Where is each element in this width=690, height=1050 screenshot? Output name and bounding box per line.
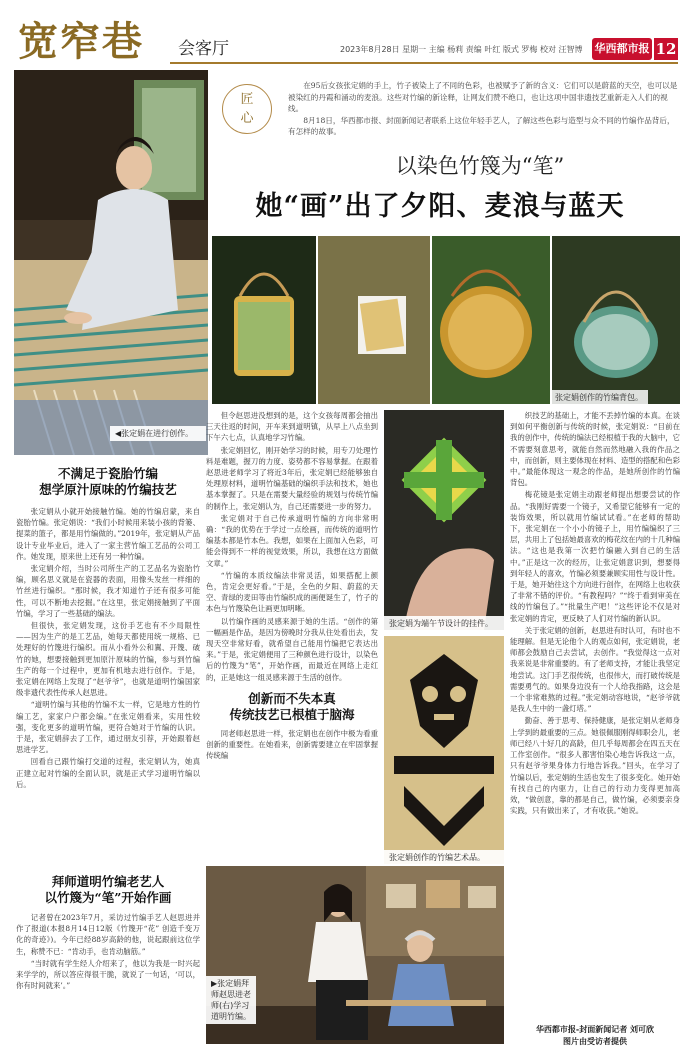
seal-char-2: 心 xyxy=(240,111,254,126)
bags-photo-strip xyxy=(212,236,680,404)
col2-para: 以竹编作画的灵感来源于她的生活。“创作的第一幅画是作品，是因为傍晚时分我从住处看出去，发现天空非常好看，就希望自己能用竹编把它表达出来。”于是，张定娟便用了三种颜色进行设计，以染色后的竹篾为“笔”，开始作画，而最近在网络上走红的，正是她这一组灵感来源于生活的创作。 xyxy=(206,616,378,682)
column-title: 会客厅 xyxy=(178,39,229,59)
col2-para: 张定娟对于自己传承道明竹编的方向非常明确：“我的优势在于学过一点绘画，而传统的道明竹编基本都是竹本色。我想，如果在上面加入色彩，可能会得到不一样的视觉效果，所以，我想在这方面做文章。” xyxy=(206,513,378,568)
col1-body-1 xyxy=(16,506,200,790)
pendant-photo xyxy=(384,410,504,630)
bamboo-bags-image xyxy=(212,236,680,404)
col2-para: 但令赵思进没想到的是，这个女孩每周都会抽出三天往返的时间，开车来到道明镇，从早上八点坐到下午六七点，认真地学习竹编。 xyxy=(206,411,378,443)
artwork-image xyxy=(384,636,504,864)
header-rule xyxy=(170,62,678,64)
intro-text: 在95后女孩张定娟的手上，竹子被染上了不同的色彩，也被赋予了新的含义：它们可以是蔚蓝的天空，也可以是被染红的丹霞和涌动的麦浪。这些对竹编的新诠释，让网友们赞不绝口，也让这项中国非遗技艺重新走入人们的视线。 xyxy=(288,81,678,114)
col1-para: “当时就有学生经人介绍来了，他以为我是一时兴起来学学的，所以答应得很干脆，就说了一句话，‘可以，你有时间就来’。” xyxy=(16,958,200,991)
newspaper-logo: 华西都市报 xyxy=(592,38,652,60)
teacher-caption: ▶张定娟拜师赵思进老师(右)学习道明竹编。 xyxy=(206,976,256,1024)
column-1b xyxy=(16,874,200,992)
intro-text-2: 8月18日，华西都市报、封面新闻记者联系上这位年轻手艺人，了解这些色彩与造型与众不同的竹编作品背后，有怎样的故事。 xyxy=(288,115,675,137)
col2-body-2 xyxy=(206,728,378,762)
pendant-image xyxy=(384,410,504,630)
intro-paragraph xyxy=(288,80,680,138)
col1-para: 张定娟从小就开始接触竹编。她的竹编启蒙，来自瓷胎竹编。张定娟说：“我们小时候用来装小孩的背篓、提菜的篮子，都是用竹编做的。”2019年，张定娟从产品设计专业毕业后，进入了一家主营竹编工艺品的公司工作。她发现，原来世上还有另一种竹编。 xyxy=(16,507,200,561)
pendant-caption: 张定娟为端午节设计的挂件。 xyxy=(384,616,504,630)
col3-para: 勤奋、善于思考、保持健康，是张定娟从老师身上学到的最重要的三点。她很佩服刚得师职会儿，老师已经八十好几的高龄，但几乎每周都会在四五天在工作室创作。“很多人都害怕染心地告诉我这一点，只有赵爷爷果身体力行地告诉我。”回头，在学习了竹编以后，张定娟的生活也发生了很多变化。她开始有找自己的内驱力，让自己的行动力变得更加高效，“做创意，靠的都是自己，做竹编，必须要亲身实践，只有做出来了，才有收获。”她说。 xyxy=(510,716,681,816)
col1-para: 回看自己跟竹编打交道的过程，张定娟认为，她真正建立起对竹编的全面认识，就是正式学习道明竹编以后。 xyxy=(16,757,200,789)
weaving-photo xyxy=(14,70,208,455)
column-1 xyxy=(16,466,200,791)
teacher-photo xyxy=(206,866,504,1044)
col2-para: 张定娟回忆，刚开始学习的时候，用专刀处理竹料是难题，握刀的力度、姿势都不容易掌握。在跟着赵思进老师学习了将近3年后，张定娟已经能够独自处理原材料，道明竹编基础的编织手法和技术，她也基本掌握了。只是在需要大量经验的规划与传统竹编的制作上，张定娟认为，自己还需要进一步的努力。 xyxy=(206,445,378,511)
col2-body-1 xyxy=(206,410,378,683)
section-title: 宽窄巷 xyxy=(18,18,144,65)
col3-para: 关于张定娟的创新，赵思进有时认可，有时也不能理解。但是无论他个人的观点如何，张定娟说，老师都会鼓励自己去尝试，去创作。“我觉得这一点对我来说是非常重要的。有了老师支持，才能让我坚定地尝试。这门手艺很传统，也很伟大，而打破传统是需要勇气的。如果身边没有一个人给我指路，这会是一个非常难熬的过程。”张定娟动容地说，“赵爷爷就是我人生中的一盏灯塔。” xyxy=(510,625,681,714)
col1-para: 但很快，张定娟发现，这份手艺也有不少局限性——因为生产的是工艺品，她每天都使用统一规格、已处理好的竹篾进行编织。而从小看外公和翼、开篾、破竹的她，想要接触到更加原汁原味的竹编，参与到竹编生产的每一个过程中，更加有机地去进行创作。于是，张定娟在网络上发现了“赵爷爷”，也就是道明竹编国家级非遗代表性传承人赵思进。 xyxy=(16,621,200,698)
seal-char-1: 匠 xyxy=(240,92,254,107)
kicker-headline: 以染色竹篾为“笔” xyxy=(395,154,565,178)
art-photo xyxy=(384,636,504,864)
bags-caption: 张定娟创作的竹编背包。 xyxy=(550,390,648,404)
col2-para: 同老师赵思进一样，张定娟也在创作中极为看重创新的重要性。在她看来，创新需要建立在牢固掌握传统编 xyxy=(206,728,378,761)
col2-para: “竹编的本质纹编法非常灵活，如果搭配上颜色，肯定会更好看。”于是，全色的夕阳、蔚蓝的天空、青绿的麦田等由竹编织成的画便诞生了，竹子的本色与竹篾染色让画更加明晰。 xyxy=(206,570,378,614)
woman-weaving-image xyxy=(14,70,208,455)
col1-para: 记者曾在2023年7月，采访过竹编手艺人赵思进并作了报道(本报8月14日12版《竹篾开“花” 创造千变万化的奇迹》)。今年已经88岁高龄的他，说起跟前这位学生，称赞不已：“肯动手，也肯动脑筋。” xyxy=(16,913,200,956)
issue-meta: 2023年8月28日 星期一 主编 杨莉 责编 叶红 版式 罗梅 校对 汪智博 xyxy=(340,45,583,54)
col3-para: 梅花镜是张定娟主动跟老师提出想要尝试的作品。“我刚好需要一个镜子，又希望它能够有一定的装饰效果，所以就用竹编试试看。”在老师的帮助下，张定娟在一个小小的镜子上，用竹编编织了三层，共用上了包括她最喜欢的梅花纹在内的十几种编法。“这也是我第一次把竹编融入到自己的生活中。”正是这一次的经历，让张定娟意识到，想要得到年轻人的喜欢，竹编必须要兼顾实用性与设计性。于是，她开始往这个方向进行创作，在网络上也收获了非常不错的评价。“有教程吗？”“终于看到审美在线的竹编包了。”“批量生产吧！”这些评论不仅是对张定娟的肯定，更反映了人们对竹编的新认识。 xyxy=(510,490,680,623)
col1-body-2 xyxy=(16,912,200,991)
weaving-photo-caption: ◀张定娟在进行创作。 xyxy=(110,426,206,441)
col3-body xyxy=(510,410,680,816)
col1-para: “道明竹编与其他的竹编不太一样，它是地方性的竹编工艺，家家户户都会编。”在张定娟看来，实用性较强，变化更多的道明竹编，更符合她对于竹编的认识。于是，张定娟辞去了工作，通过朋友引荐，开始跟着赵思进学艺。 xyxy=(16,700,200,755)
column-2 xyxy=(206,410,378,762)
art-caption: 张定娟创作的竹编艺术品。 xyxy=(384,850,504,864)
byline: 华西都市报-封面新闻记者 刘可欣 图片由受访者提供 xyxy=(535,1025,655,1046)
col3-para: 织技艺的基础上，才能不丢掉竹编的本真。在谈到如何平衡创新与传统的时候，张定娟说：“目前在我的创作中，传统的编法已经根植于我的大脑中，它不需要刻意思考，就能自然而然地融入我的作品之中，而创新，则主要体现在材料、造型的搭配和色彩中。”最能体现这一观念的作品，是她所创作的竹编背包。 xyxy=(510,411,681,488)
page-number: 12 xyxy=(655,40,677,58)
craftsman-seal xyxy=(222,84,272,134)
col1-heading-1: 不满足于瓷胎竹编 想学原汁原味的竹编技艺 xyxy=(39,466,177,497)
main-headline: 她“画”出了夕阳、麦浪与蓝天 xyxy=(255,191,625,222)
col1-para: 张定娟介绍，当时公司所生产的工艺品名为瓷胎竹编，顾名思义就是在瓷器的表面，用像头发丝一样细的竹丝进行编织。“那时候，我才知道竹子还有很多可能性，可以不断地去挖掘。”在这里，张定娟接触到了平面竹编，学习了一些基础的编法。 xyxy=(16,564,200,618)
column-3 xyxy=(510,410,680,817)
col2-heading: 创新而不失本真 传统技艺已根植于脑海 xyxy=(229,690,355,722)
col1-heading-2: 拜师道明竹编老艺人 以竹篾为“笔”开始作画 xyxy=(44,874,172,905)
